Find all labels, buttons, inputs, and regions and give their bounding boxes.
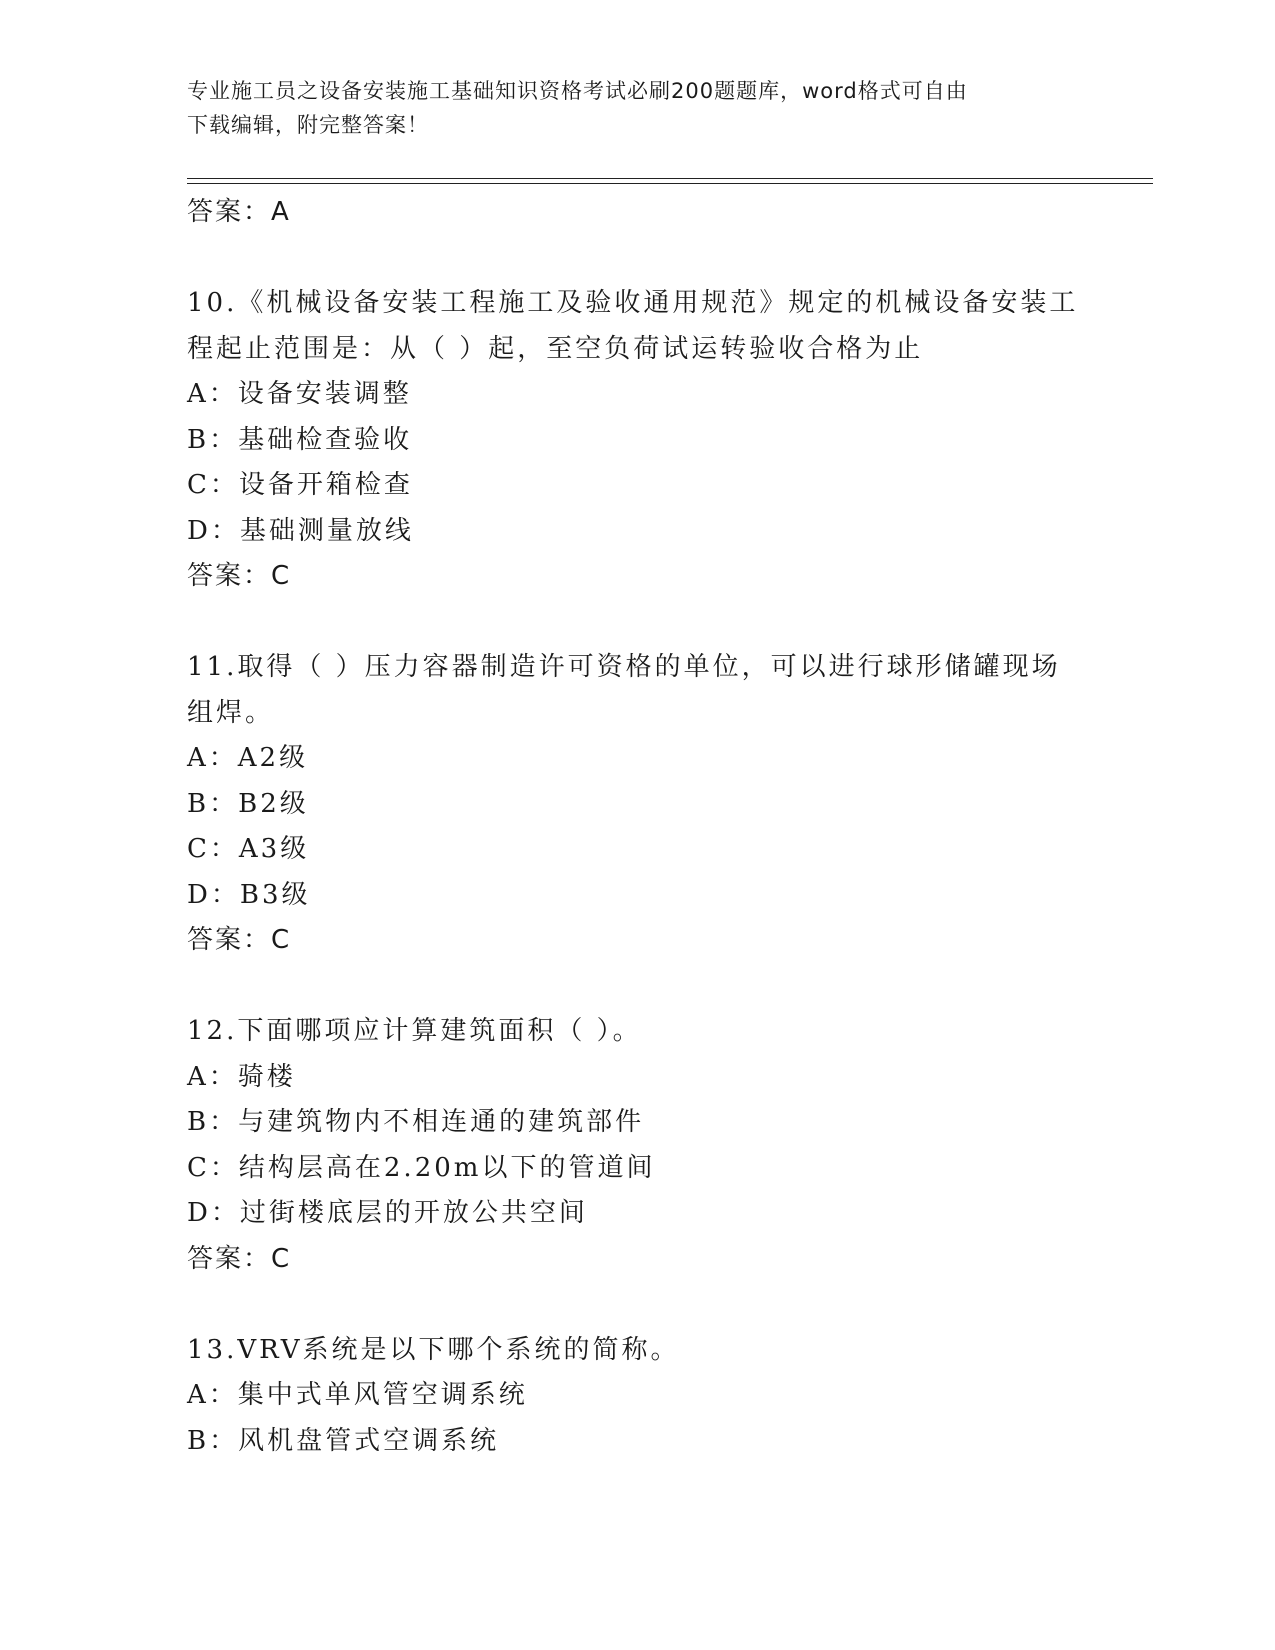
- previous-answer: 答案：A: [187, 197, 291, 227]
- header-divider-bottom: [187, 183, 1153, 184]
- question-list: [187, 190, 1087, 1464]
- option-b: B：与建筑物内不相连通的建筑部件: [187, 1107, 645, 1137]
- header-line-1: 专业施工员之设备安装施工基础知识资格考试必刷200题题库，word格式可自由: [187, 79, 968, 103]
- option-a: A：集中式单风管空调系统: [187, 1380, 528, 1410]
- question-text-line: 程起止范围是：从（ ）起，至空负荷试运转验收合格为止: [187, 333, 924, 364]
- option-c: C：设备开箱检查: [187, 470, 413, 500]
- spacer: [187, 1282, 1087, 1328]
- question-text-line: 10.《机械设备安装工程施工及验收通用规范》规定的机械设备安装工: [187, 288, 1079, 318]
- header-line-2: 下载编辑，附完整答案！: [187, 113, 429, 137]
- option-d: D：B3级: [187, 879, 311, 910]
- question-text-line: 13.VRV系统是以下哪个系统的简称。: [187, 1334, 680, 1365]
- question-12: [187, 1009, 1087, 1282]
- option-b: B：风机盘管式空调系统: [187, 1425, 500, 1456]
- answer: 答案：C: [187, 1243, 292, 1274]
- option-a: A：A2级: [187, 743, 309, 773]
- question-text-line: 组焊。: [187, 697, 275, 728]
- header-divider-top: [187, 178, 1153, 179]
- question-text-line: 12.下面哪项应计算建筑面积（ ）。: [187, 1016, 642, 1046]
- question-13: [187, 1328, 1087, 1465]
- answer: 答案：C: [187, 561, 292, 591]
- question-10: [187, 281, 1087, 600]
- option-d: D：过街楼底层的开放公共空间: [187, 1198, 588, 1228]
- option-a: A：设备安装调整: [187, 379, 412, 409]
- spacer: [187, 236, 1087, 282]
- spacer: [187, 600, 1087, 646]
- option-b: B：B2级: [187, 788, 309, 819]
- option-a: A：骑楼: [187, 1061, 296, 1092]
- option-b: B：基础检查验收: [187, 424, 413, 455]
- option-d: D：基础测量放线: [187, 515, 414, 546]
- document-header: [187, 74, 1077, 142]
- question-11: [187, 645, 1087, 964]
- question-text-line: 11.取得（ ）压力容器制造许可资格的单位，可以进行球形储罐现场: [187, 652, 1061, 682]
- option-c: C：结构层高在2.20m以下的管道间: [187, 1152, 656, 1183]
- spacer: [187, 964, 1087, 1010]
- answer: 答案：C: [187, 925, 292, 955]
- option-c: C：A3级: [187, 834, 310, 864]
